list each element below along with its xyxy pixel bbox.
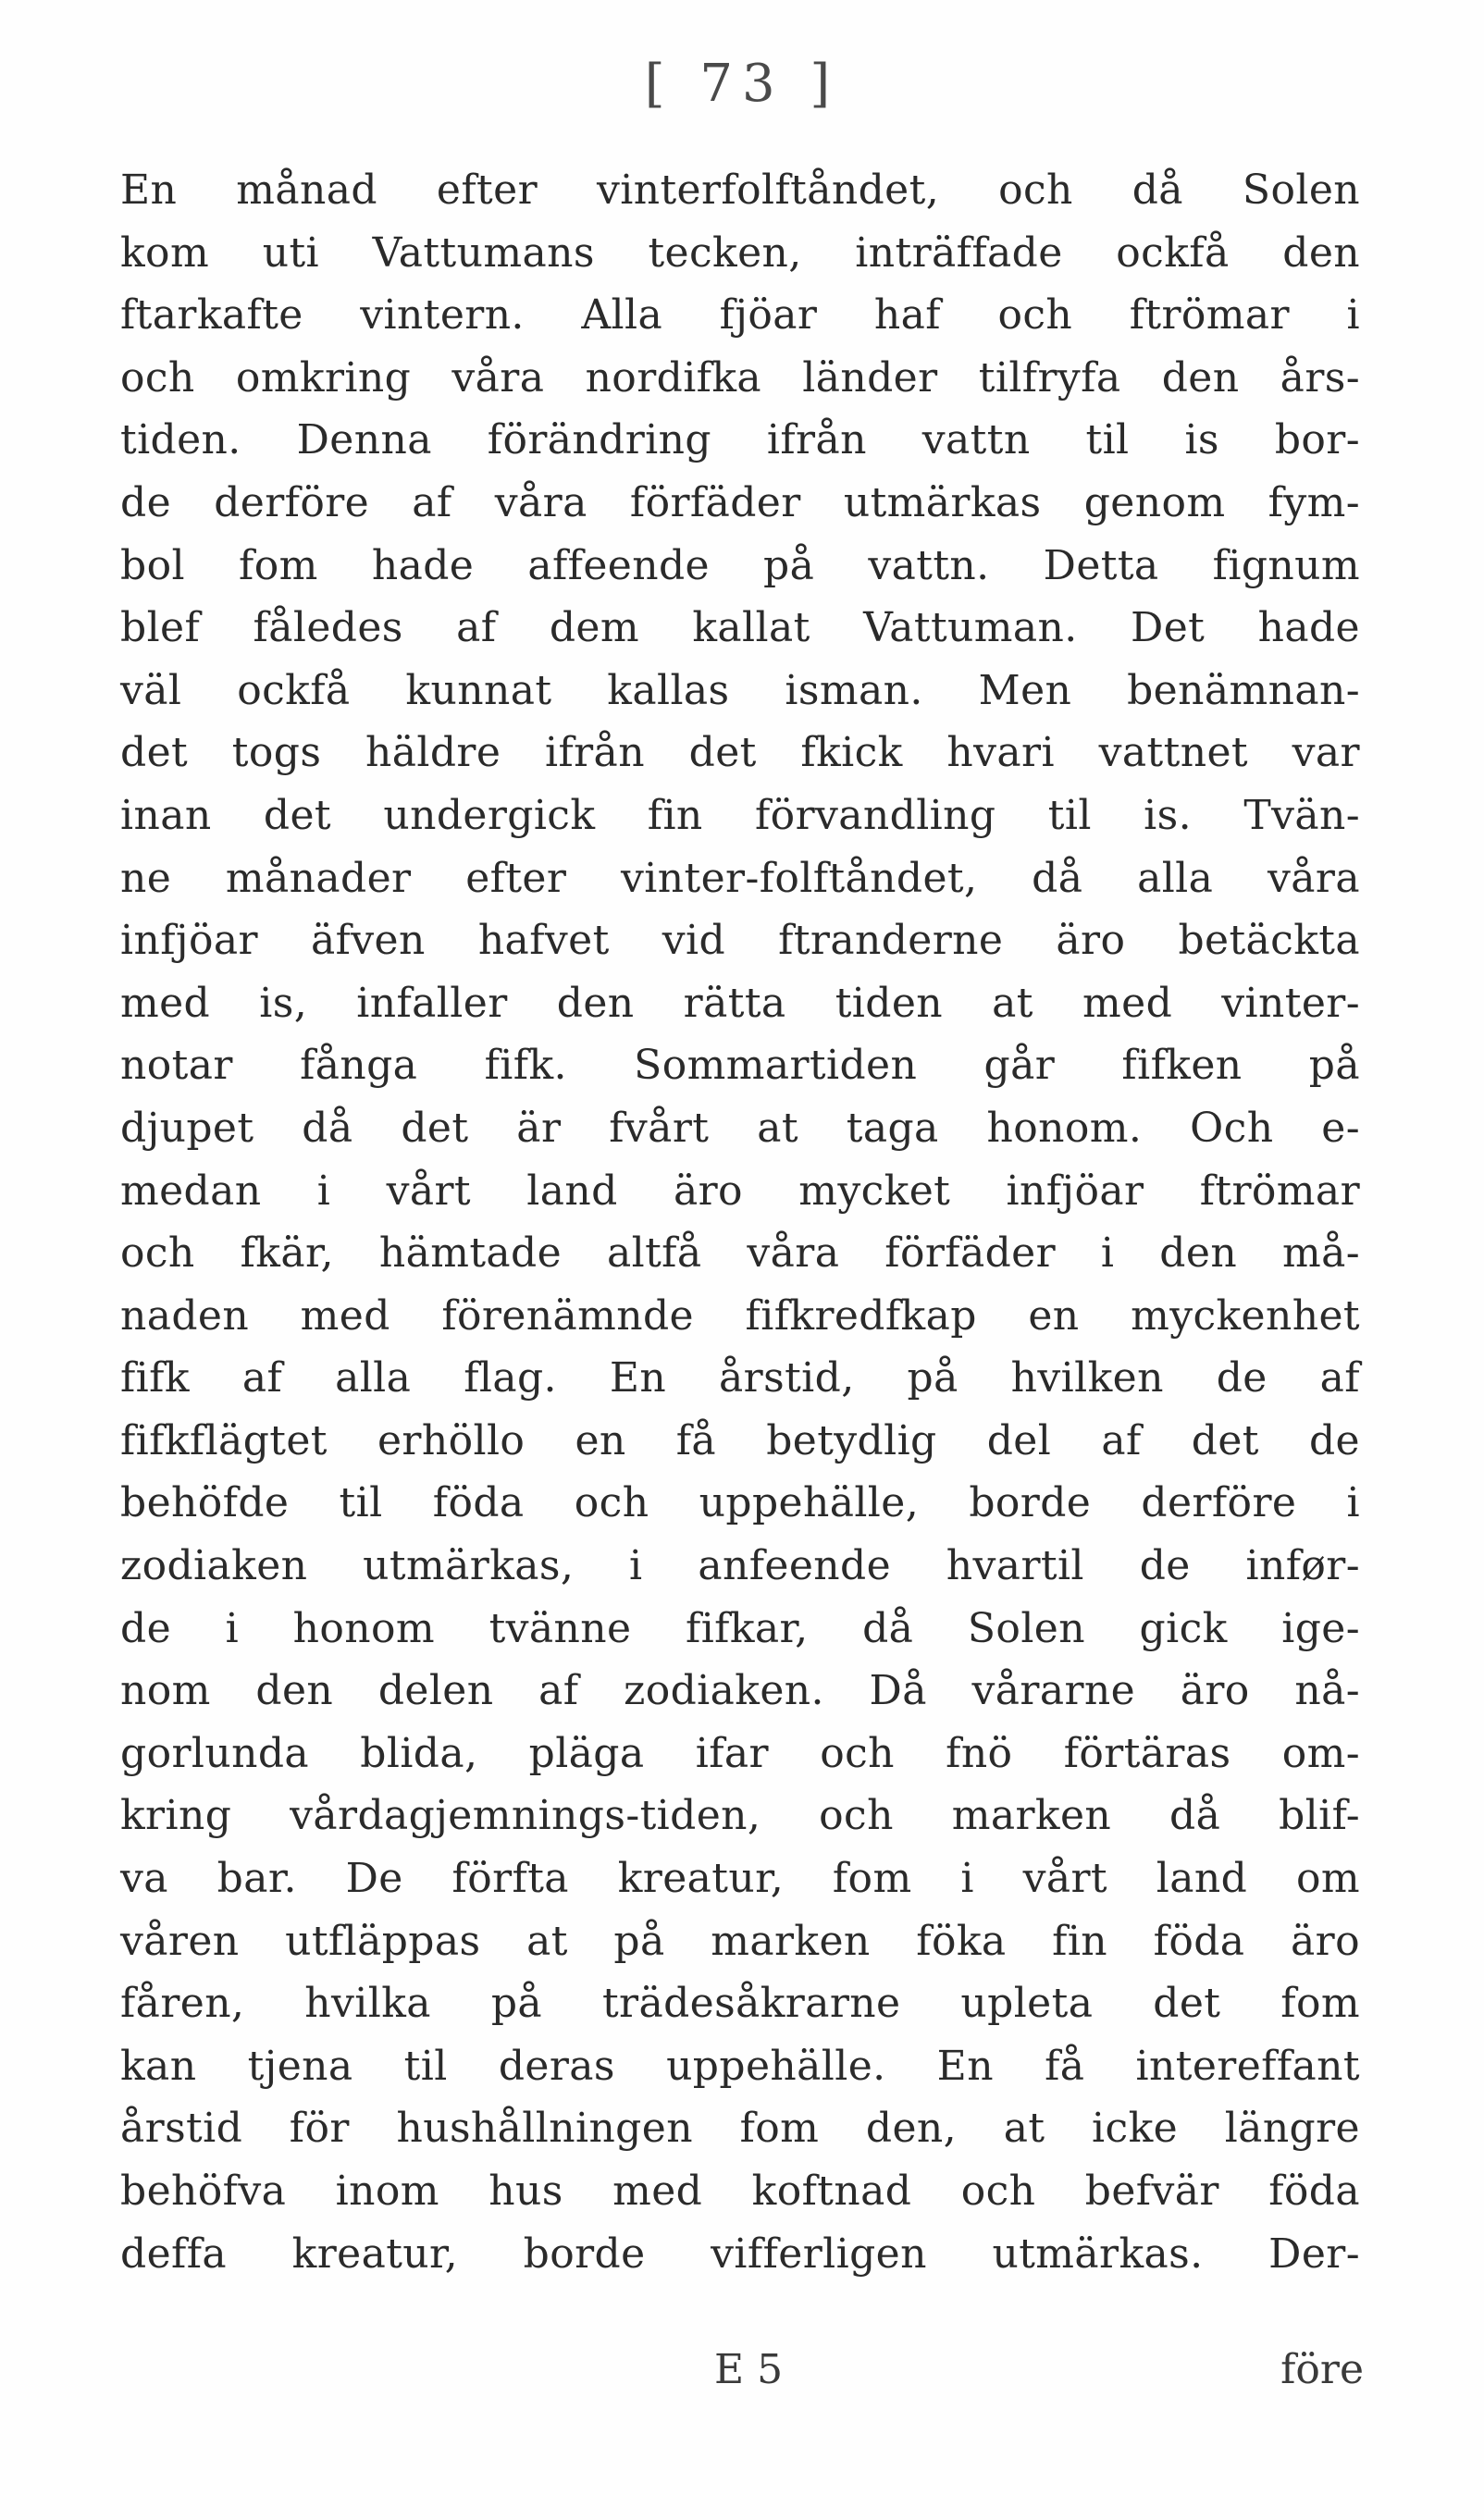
text-line: bol fom hade affeende på vattn. Detta fignum <box>120 541 1360 589</box>
text-line: de i honom tvänne fifkar, då Solen gick ige- <box>120 1604 1360 1652</box>
body-text <box>120 159 1360 2285</box>
text-line: ne månader efter vinter-folftåndet, då alla våra <box>120 854 1360 902</box>
text-line: de derföre af våra förfäder utmärkas genom fym- <box>120 478 1360 526</box>
catchword: före <box>1280 2346 1364 2393</box>
signature-mark: E 5 <box>714 2346 784 2393</box>
text-line: infjöar äfven hafvet vid ftranderne äro betäckta <box>120 917 1360 965</box>
text-line: djupet då det är fvårt at taga honom. Och e- <box>120 1104 1360 1152</box>
text-line: va bar. De förfta kreatur, fom i vårt land om <box>120 1855 1360 1903</box>
text-line: med is, infaller den rätta tiden at med vinter- <box>120 979 1360 1027</box>
text-line: kom uti Vattumans tecken, inträffade ockfå den <box>120 229 1360 277</box>
text-line: En månad efter vinterfolftåndet, och då Solen <box>120 167 1360 214</box>
text-line: blef fåledes af dem kallat Vattuman. Det hade <box>120 604 1360 652</box>
text-line: gorlunda blida, pläga ifar och fnö förtäras om- <box>120 1729 1360 1777</box>
text-line: kan tjena til deras uppehälle. En få intereffant <box>120 2042 1360 2090</box>
text-line: det togs häldre ifrån det fkick hvari vattnet var <box>120 729 1360 777</box>
text-line: och fkär, hämtade altfå våra förfäder i den må- <box>120 1229 1360 1278</box>
text-line: nom den delen af zodiaken. Då vårarne äro nå- <box>120 1667 1360 1715</box>
page-number: [ 73 ] <box>644 54 840 114</box>
text-line: naden med förenämnde fifkredfkap en myckenhet <box>120 1291 1360 1340</box>
text-line: och omkring våra nordifka länder tilfryfa den års- <box>120 353 1360 401</box>
text-line: fåren, hvilka på trädesåkrarne upleta det fom <box>120 1980 1360 2028</box>
text-line: ftarkafte vintern. Alla fjöar haf och ftrömar i <box>120 291 1360 340</box>
text-line: fifkflägtet erhöllo en få betydlig del af det de <box>120 1416 1360 1464</box>
text-line: väl ockfå kunnat kallas isman. Men benämnan- <box>120 666 1360 714</box>
text-line: våren utfläppas at på marken föka fin föda äro <box>120 1917 1360 1965</box>
text-line: behöfde til föda och uppehälle, borde derföre i <box>120 1479 1360 1527</box>
text-line: notar fånga fifk. Sommartiden går fifken på <box>120 1042 1360 1090</box>
text-line: kring vårdagjemnings-tiden, och marken då blif- <box>120 1792 1360 1840</box>
text-line: fifk af alla flag. En årstid, på hvilken de af <box>120 1354 1360 1402</box>
text-line: medan i vårt land äro mycket infjöar ftrömar <box>120 1167 1360 1215</box>
text-line: deffa kreatur, borde vifferligen utmärkas. Der- <box>120 2230 1360 2278</box>
text-line: tiden. Denna förändring ifrån vattn til is bor- <box>120 416 1360 464</box>
text-line: zodiaken utmärkas, i anfeende hvartil de infør- <box>120 1542 1360 1590</box>
text-line: behöfva inom hus med koftnad och befvär föda <box>120 2168 1360 2215</box>
text-line: inan det undergick fin förvandling til is. Tvän- <box>120 791 1360 839</box>
text-line: årstid för hushållningen fom den, at icke längre <box>120 2105 1360 2153</box>
